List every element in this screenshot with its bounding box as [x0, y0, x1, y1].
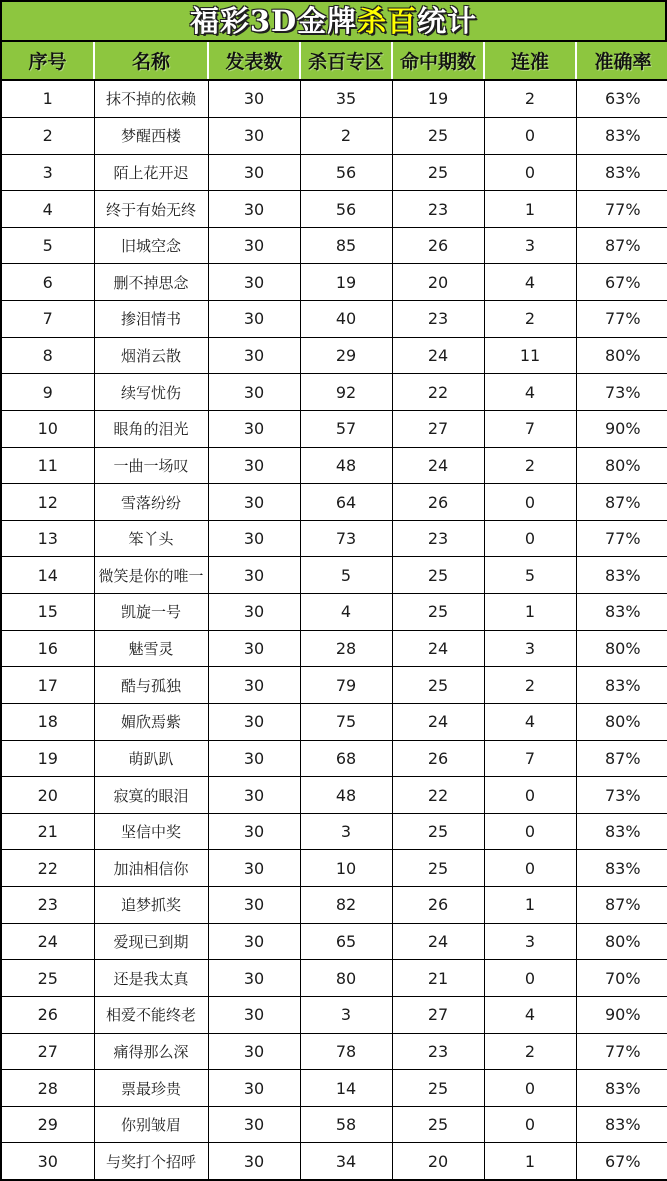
table-row [2, 484, 667, 521]
cell-accuracy: 63% [576, 80, 667, 117]
cell-shabai-zone: 35 [300, 80, 392, 117]
cell-accuracy: 87% [576, 227, 667, 264]
cell-consecutive: 3 [484, 923, 576, 960]
cell-hit-periods: 24 [392, 703, 484, 740]
cell-consecutive: 7 [484, 740, 576, 777]
cell-shabai-zone: 79 [300, 667, 392, 704]
table-row [2, 557, 667, 594]
cell-consecutive: 0 [484, 520, 576, 557]
cell-hit-periods: 21 [392, 960, 484, 997]
cell-accuracy: 80% [576, 630, 667, 667]
cell-published: 30 [208, 227, 300, 264]
cell-shabai-zone: 57 [300, 410, 392, 447]
cell-name: 掺泪情书 [94, 301, 208, 338]
cell-consecutive: 2 [484, 447, 576, 484]
cell-index: 22 [2, 850, 94, 887]
cell-consecutive: 4 [484, 996, 576, 1033]
cell-published: 30 [208, 520, 300, 557]
table-row [2, 301, 667, 338]
cell-name: 一曲一场叹 [94, 447, 208, 484]
cell-shabai-zone: 68 [300, 740, 392, 777]
cell-index: 16 [2, 630, 94, 667]
cell-index: 2 [2, 117, 94, 154]
cell-accuracy: 73% [576, 374, 667, 411]
cell-accuracy: 73% [576, 777, 667, 814]
cell-name: 酷与孤独 [94, 667, 208, 704]
cell-shabai-zone: 65 [300, 923, 392, 960]
cell-name: 追梦抓奖 [94, 887, 208, 924]
cell-index: 15 [2, 594, 94, 631]
column-header-consecutive: 连准 [484, 42, 576, 80]
table-row [2, 264, 667, 301]
table-row [2, 813, 667, 850]
cell-published: 30 [208, 850, 300, 887]
cell-shabai-zone: 28 [300, 630, 392, 667]
cell-consecutive: 0 [484, 850, 576, 887]
cell-name: 寂寞的眼泪 [94, 777, 208, 814]
cell-hit-periods: 25 [392, 1106, 484, 1143]
cell-consecutive: 7 [484, 410, 576, 447]
cell-consecutive: 4 [484, 374, 576, 411]
cell-shabai-zone: 40 [300, 301, 392, 338]
table-row [2, 960, 667, 997]
cell-shabai-zone: 56 [300, 154, 392, 191]
table-header [2, 42, 667, 80]
cell-index: 12 [2, 484, 94, 521]
cell-published: 30 [208, 1143, 300, 1179]
table-row [2, 1143, 667, 1179]
cell-shabai-zone: 29 [300, 337, 392, 374]
cell-shabai-zone: 14 [300, 1070, 392, 1107]
cell-published: 30 [208, 337, 300, 374]
cell-consecutive: 5 [484, 557, 576, 594]
table-row [2, 777, 667, 814]
cell-index: 18 [2, 703, 94, 740]
cell-consecutive: 0 [484, 1070, 576, 1107]
table-row [2, 923, 667, 960]
title-text-normal-1: 福彩3D金牌 [189, 3, 358, 38]
cell-published: 30 [208, 191, 300, 228]
cell-name: 凯旋一号 [94, 594, 208, 631]
column-header-name: 名称 [94, 42, 208, 80]
cell-name: 媚欣焉紫 [94, 703, 208, 740]
table-row [2, 630, 667, 667]
cell-name: 续写忧伤 [94, 374, 208, 411]
cell-hit-periods: 25 [392, 154, 484, 191]
cell-published: 30 [208, 1106, 300, 1143]
cell-consecutive: 4 [484, 264, 576, 301]
cell-shabai-zone: 34 [300, 1143, 392, 1179]
cell-name: 删不掉思念 [94, 264, 208, 301]
cell-consecutive: 1 [484, 1143, 576, 1179]
cell-shabai-zone: 10 [300, 850, 392, 887]
cell-accuracy: 90% [576, 410, 667, 447]
cell-name: 抹不掉的依赖 [94, 80, 208, 117]
table-body [2, 80, 667, 1179]
cell-hit-periods: 25 [392, 850, 484, 887]
cell-index: 26 [2, 996, 94, 1033]
cell-index: 11 [2, 447, 94, 484]
cell-accuracy: 77% [576, 301, 667, 338]
cell-shabai-zone: 75 [300, 703, 392, 740]
cell-published: 30 [208, 301, 300, 338]
cell-index: 17 [2, 667, 94, 704]
cell-name: 笨丫头 [94, 520, 208, 557]
cell-index: 8 [2, 337, 94, 374]
cell-shabai-zone: 48 [300, 777, 392, 814]
cell-hit-periods: 26 [392, 227, 484, 264]
cell-hit-periods: 25 [392, 594, 484, 631]
cell-hit-periods: 26 [392, 740, 484, 777]
title-text-normal-2: 统计 [417, 3, 478, 38]
cell-consecutive: 2 [484, 301, 576, 338]
cell-shabai-zone: 19 [300, 264, 392, 301]
table-row [2, 1106, 667, 1143]
cell-published: 30 [208, 887, 300, 924]
cell-hit-periods: 22 [392, 374, 484, 411]
cell-accuracy: 83% [576, 117, 667, 154]
column-header-hit-periods: 命中期数 [392, 42, 484, 80]
table-row [2, 996, 667, 1033]
cell-accuracy: 83% [576, 594, 667, 631]
cell-published: 30 [208, 1070, 300, 1107]
cell-shabai-zone: 4 [300, 594, 392, 631]
table-row [2, 337, 667, 374]
cell-accuracy: 87% [576, 887, 667, 924]
page-title [2, 2, 665, 42]
stats-table [2, 42, 667, 1179]
cell-hit-periods: 26 [392, 887, 484, 924]
cell-name: 相爱不能终老 [94, 996, 208, 1033]
cell-accuracy: 77% [576, 191, 667, 228]
cell-hit-periods: 25 [392, 667, 484, 704]
title-text-highlight: 杀百 [357, 3, 418, 38]
cell-shabai-zone: 78 [300, 1033, 392, 1070]
cell-hit-periods: 24 [392, 923, 484, 960]
cell-published: 30 [208, 703, 300, 740]
cell-shabai-zone: 73 [300, 520, 392, 557]
cell-name: 还是我太真 [94, 960, 208, 997]
header-row [2, 42, 667, 80]
cell-shabai-zone: 64 [300, 484, 392, 521]
cell-hit-periods: 22 [392, 777, 484, 814]
cell-index: 6 [2, 264, 94, 301]
cell-published: 30 [208, 557, 300, 594]
cell-accuracy: 77% [576, 520, 667, 557]
table-row [2, 154, 667, 191]
cell-published: 30 [208, 117, 300, 154]
cell-published: 30 [208, 447, 300, 484]
cell-index: 20 [2, 777, 94, 814]
table-row [2, 80, 667, 117]
cell-accuracy: 83% [576, 154, 667, 191]
cell-consecutive: 3 [484, 630, 576, 667]
column-header-index: 序号 [2, 42, 94, 80]
table-row [2, 594, 667, 631]
cell-shabai-zone: 92 [300, 374, 392, 411]
cell-shabai-zone: 2 [300, 117, 392, 154]
cell-published: 30 [208, 1033, 300, 1070]
cell-index: 28 [2, 1070, 94, 1107]
cell-consecutive: 2 [484, 1033, 576, 1070]
cell-accuracy: 70% [576, 960, 667, 997]
cell-accuracy: 83% [576, 557, 667, 594]
cell-accuracy: 83% [576, 813, 667, 850]
cell-published: 30 [208, 374, 300, 411]
cell-accuracy: 80% [576, 447, 667, 484]
cell-consecutive: 0 [484, 1106, 576, 1143]
cell-index: 5 [2, 227, 94, 264]
cell-accuracy: 67% [576, 264, 667, 301]
cell-name: 爱现已到期 [94, 923, 208, 960]
cell-index: 7 [2, 301, 94, 338]
cell-published: 30 [208, 667, 300, 704]
cell-name: 票最珍贵 [94, 1070, 208, 1107]
cell-accuracy: 80% [576, 923, 667, 960]
cell-consecutive: 2 [484, 80, 576, 117]
cell-index: 23 [2, 887, 94, 924]
table-row [2, 1033, 667, 1070]
cell-hit-periods: 23 [392, 520, 484, 557]
cell-consecutive: 0 [484, 117, 576, 154]
cell-consecutive: 1 [484, 191, 576, 228]
cell-consecutive: 3 [484, 227, 576, 264]
cell-published: 30 [208, 410, 300, 447]
cell-shabai-zone: 5 [300, 557, 392, 594]
cell-name: 与奖打个招呼 [94, 1143, 208, 1179]
cell-shabai-zone: 3 [300, 813, 392, 850]
cell-accuracy: 83% [576, 1070, 667, 1107]
cell-name: 烟消云散 [94, 337, 208, 374]
cell-published: 30 [208, 777, 300, 814]
cell-name: 陌上花开迟 [94, 154, 208, 191]
table-row [2, 374, 667, 411]
cell-accuracy: 90% [576, 996, 667, 1033]
cell-hit-periods: 19 [392, 80, 484, 117]
table-row [2, 887, 667, 924]
cell-published: 30 [208, 630, 300, 667]
cell-name: 坚信中奖 [94, 813, 208, 850]
cell-consecutive: 4 [484, 703, 576, 740]
cell-name: 终于有始无终 [94, 191, 208, 228]
cell-shabai-zone: 3 [300, 996, 392, 1033]
cell-name: 你别皱眉 [94, 1106, 208, 1143]
cell-name: 旧城空念 [94, 227, 208, 264]
cell-hit-periods: 27 [392, 410, 484, 447]
table-row [2, 703, 667, 740]
cell-index: 24 [2, 923, 94, 960]
cell-shabai-zone: 85 [300, 227, 392, 264]
table-row [2, 1070, 667, 1107]
cell-index: 14 [2, 557, 94, 594]
cell-index: 9 [2, 374, 94, 411]
cell-published: 30 [208, 484, 300, 521]
cell-published: 30 [208, 813, 300, 850]
cell-hit-periods: 23 [392, 301, 484, 338]
cell-shabai-zone: 58 [300, 1106, 392, 1143]
cell-accuracy: 83% [576, 1106, 667, 1143]
cell-name: 痛得那么深 [94, 1033, 208, 1070]
cell-hit-periods: 27 [392, 996, 484, 1033]
cell-published: 30 [208, 154, 300, 191]
cell-consecutive: 1 [484, 594, 576, 631]
cell-index: 13 [2, 520, 94, 557]
cell-index: 19 [2, 740, 94, 777]
cell-hit-periods: 24 [392, 630, 484, 667]
cell-index: 1 [2, 80, 94, 117]
cell-index: 21 [2, 813, 94, 850]
cell-name: 萌趴趴 [94, 740, 208, 777]
cell-accuracy: 83% [576, 667, 667, 704]
cell-hit-periods: 20 [392, 264, 484, 301]
cell-name: 眼角的泪光 [94, 410, 208, 447]
cell-published: 30 [208, 594, 300, 631]
table-row [2, 117, 667, 154]
cell-name: 加油相信你 [94, 850, 208, 887]
cell-hit-periods: 20 [392, 1143, 484, 1179]
cell-consecutive: 0 [484, 154, 576, 191]
cell-hit-periods: 25 [392, 813, 484, 850]
cell-published: 30 [208, 80, 300, 117]
cell-index: 3 [2, 154, 94, 191]
table-row [2, 227, 667, 264]
cell-hit-periods: 24 [392, 337, 484, 374]
cell-published: 30 [208, 960, 300, 997]
cell-hit-periods: 25 [392, 117, 484, 154]
cell-hit-periods: 26 [392, 484, 484, 521]
cell-published: 30 [208, 264, 300, 301]
cell-consecutive: 11 [484, 337, 576, 374]
cell-hit-periods: 25 [392, 557, 484, 594]
cell-consecutive: 0 [484, 484, 576, 521]
cell-consecutive: 0 [484, 777, 576, 814]
table-row [2, 447, 667, 484]
cell-published: 30 [208, 740, 300, 777]
cell-accuracy: 67% [576, 1143, 667, 1179]
cell-hit-periods: 24 [392, 447, 484, 484]
cell-shabai-zone: 80 [300, 960, 392, 997]
cell-hit-periods: 23 [392, 191, 484, 228]
cell-published: 30 [208, 996, 300, 1033]
cell-accuracy: 87% [576, 484, 667, 521]
cell-consecutive: 2 [484, 667, 576, 704]
cell-consecutive: 0 [484, 960, 576, 997]
cell-name: 梦醒西楼 [94, 117, 208, 154]
cell-published: 30 [208, 923, 300, 960]
cell-shabai-zone: 82 [300, 887, 392, 924]
cell-consecutive: 0 [484, 813, 576, 850]
cell-hit-periods: 25 [392, 1070, 484, 1107]
cell-index: 29 [2, 1106, 94, 1143]
table-row [2, 740, 667, 777]
cell-accuracy: 83% [576, 850, 667, 887]
cell-index: 10 [2, 410, 94, 447]
cell-hit-periods: 23 [392, 1033, 484, 1070]
cell-index: 30 [2, 1143, 94, 1179]
cell-accuracy: 80% [576, 337, 667, 374]
column-header-published: 发表数 [208, 42, 300, 80]
column-header-shabai-zone: 杀百专区 [300, 42, 392, 80]
cell-name: 微笑是你的唯一 [94, 557, 208, 594]
cell-name: 魅雪灵 [94, 630, 208, 667]
table-row [2, 410, 667, 447]
table-row [2, 520, 667, 557]
table-row [2, 850, 667, 887]
cell-name: 雪落纷纷 [94, 484, 208, 521]
cell-accuracy: 87% [576, 740, 667, 777]
cell-accuracy: 80% [576, 703, 667, 740]
cell-shabai-zone: 56 [300, 191, 392, 228]
table-row [2, 667, 667, 704]
cell-shabai-zone: 48 [300, 447, 392, 484]
cell-consecutive: 1 [484, 887, 576, 924]
cell-index: 27 [2, 1033, 94, 1070]
table-row [2, 191, 667, 228]
cell-accuracy: 77% [576, 1033, 667, 1070]
cell-index: 4 [2, 191, 94, 228]
column-header-accuracy: 准确率 [576, 42, 667, 80]
cell-index: 25 [2, 960, 94, 997]
